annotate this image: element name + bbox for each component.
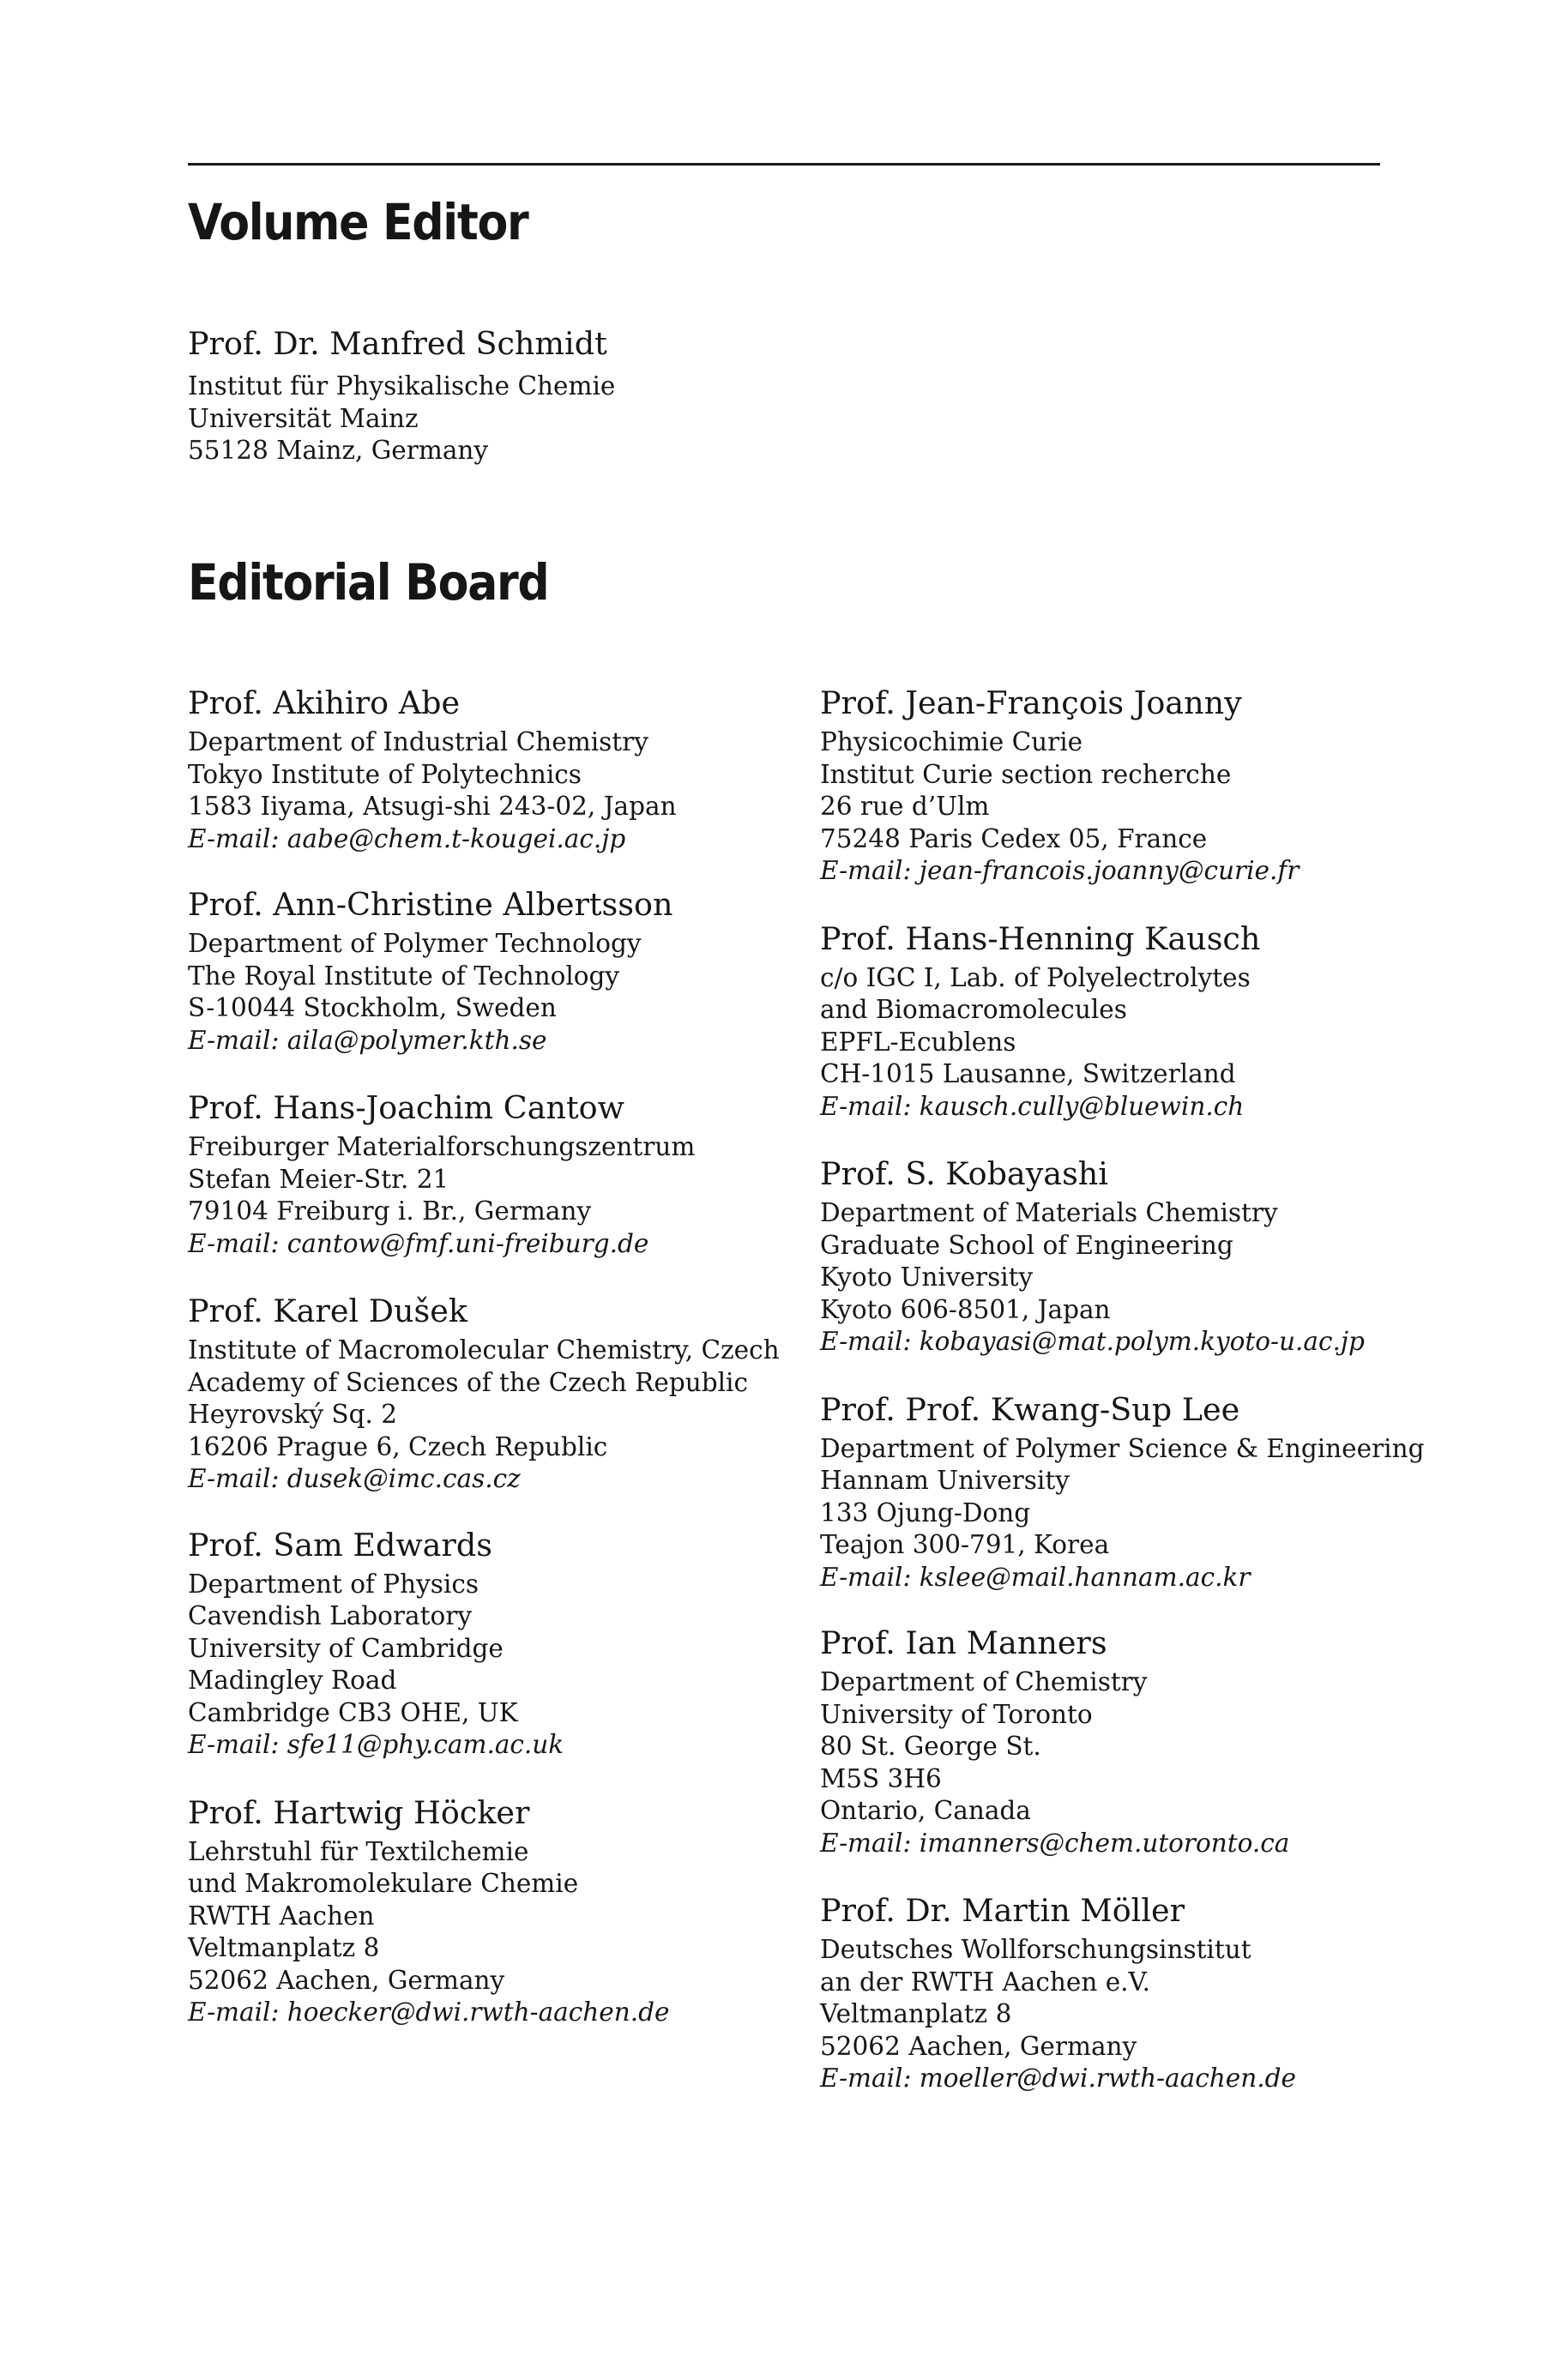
email-line: E-mail: kobayasi@mat.polym.kyoto-u.ac.jp <box>820 1327 1365 1356</box>
person-name: Prof. Dr. Martin Möller <box>820 1892 1185 1929</box>
address-line: CH-1015 Lausanne, Switzerland <box>820 1059 1236 1088</box>
address-line: Ontario, Canada <box>820 1796 1031 1825</box>
board-member-entry <box>820 919 1472 1124</box>
board-member-entry <box>188 1793 840 2029</box>
address-line: Cavendish Laboratory <box>188 1601 473 1630</box>
address-line: Department of Industrial Chemistry <box>188 727 648 756</box>
person-name: Prof. Hartwig Höcker <box>188 1793 530 1831</box>
address-line: University of Cambridge <box>188 1633 504 1663</box>
email-line: E-mail: jean-francois.joanny@curie.fr <box>820 856 1300 885</box>
person-name: Prof. Prof. Kwang-Sup Lee <box>820 1390 1240 1428</box>
address-line: 55128 Mainz, Germany <box>188 436 489 465</box>
address-line: Physicochimie Curie <box>820 727 1083 756</box>
board-member-entry <box>820 1390 1472 1594</box>
volume-editor-heading: Volume Editor <box>188 193 528 251</box>
address-line: 133 Ojung-Dong <box>820 1497 1031 1527</box>
address-line: EPFL-Ecublens <box>820 1027 1016 1057</box>
address-line: The Royal Institute of Technology <box>188 961 620 991</box>
board-left-column <box>188 686 840 2029</box>
address-line: Madingley Road <box>188 1666 397 1695</box>
address-line: 26 rue d’Ulm <box>820 792 990 821</box>
address-line: Veltmanplatz 8 <box>188 1933 380 1962</box>
person-name: Prof. Hans-Henning Kausch <box>820 919 1261 957</box>
address-line: Stefan Meier-Str. 21 <box>188 1164 449 1194</box>
address-line: Institut Curie section recherche <box>820 759 1232 789</box>
address-line: Department of Materials Chemistry <box>820 1198 1278 1227</box>
person-name: Prof. Jean-François Joanny <box>820 684 1242 721</box>
email-line: E-mail: dusek@imc.cas.cz <box>188 1464 521 1493</box>
email-line: E-mail: sfe11@phy.cam.ac.uk <box>188 1730 564 1759</box>
person-name: Prof. Dr. Manfred Schmidt <box>188 325 607 362</box>
address-line: Department of Physics <box>188 1569 479 1599</box>
address-line: 16206 Prague 6, Czech Republic <box>188 1431 608 1461</box>
address-line: Hannam University <box>820 1466 1070 1495</box>
address-line: Veltmanplatz 8 <box>820 1999 1012 2028</box>
board-member-entry <box>820 1894 1472 2095</box>
email-line: E-mail: moeller@dwi.rwth-aachen.de <box>820 2064 1296 2093</box>
address-line: 80 St. George St. <box>820 1732 1041 1761</box>
address-line: Institut für Physikalische Chemie <box>188 371 616 401</box>
email-line: E-mail: aila@polymer.kth.se <box>188 1025 547 1055</box>
address-line: 1583 Iiyama, Atsugi-shi 243-02, Japan <box>188 792 677 821</box>
board-member-entry <box>188 1528 840 1762</box>
top-rule <box>188 163 1380 166</box>
volume-editor-entry <box>188 327 615 467</box>
person-name: Prof. S. Kobayashi <box>820 1155 1108 1192</box>
address-line: University of Toronto <box>820 1699 1093 1729</box>
address-line: Academy of Sciences of the Czech Republic <box>188 1367 748 1397</box>
address-line: Cambridge CB3 OHE, UK <box>188 1697 518 1727</box>
address-line: an der RWTH Aachen e.V. <box>820 1967 1151 1997</box>
address-line: Tokyo Institute of Polytechnics <box>188 759 582 789</box>
address-line: Department of Polymer Science & Engineering <box>820 1433 1425 1463</box>
address-line: Teajon 300-791, Korea <box>820 1530 1110 1559</box>
email-line: E-mail: cantow@fmf.uni-freiburg.de <box>188 1228 649 1258</box>
board-member-entry <box>820 1157 1472 1359</box>
address-line: Kyoto 606-8501, Japan <box>820 1294 1111 1324</box>
address-line: Institute of Macromolecular Chemistry, Czech <box>188 1335 780 1365</box>
person-name: Prof. Ian Manners <box>820 1624 1107 1661</box>
board-member-entry <box>188 686 840 855</box>
board-member-entry <box>188 1091 840 1260</box>
email-line: E-mail: imanners@chem.utoronto.ca <box>820 1828 1290 1858</box>
address-line: 79104 Freiburg i. Br., Germany <box>188 1196 592 1226</box>
email-line: E-mail: kslee@mail.hannam.ac.kr <box>820 1562 1251 1592</box>
person-name: Prof. Hans-Joachim Cantow <box>188 1089 624 1126</box>
address-line: Kyoto University <box>820 1262 1034 1292</box>
address-line: Department of Chemistry <box>820 1667 1148 1696</box>
email-line: E-mail: hoecker@dwi.rwth-aachen.de <box>188 1997 670 2027</box>
board-right-column <box>820 686 1472 2095</box>
address-line: Graduate School of Engineering <box>820 1230 1233 1260</box>
address-line: Deutsches Wollforschungsinstitut <box>820 1935 1251 1964</box>
person-name: Prof. Sam Edwards <box>188 1526 492 1564</box>
address-line: and Biomacromolecules <box>820 995 1127 1024</box>
board-member-entry <box>820 1626 1472 1859</box>
address-line: 52062 Aachen, Germany <box>188 1965 505 1995</box>
address-line: Lehrstuhl für Textilchemie <box>188 1836 529 1866</box>
address-line: Universität Mainz <box>188 403 419 433</box>
board-member-entry <box>820 686 1472 888</box>
address-line: 75248 Paris Cedex 05, France <box>820 823 1208 853</box>
address-line: RWTH Aachen <box>188 1901 375 1931</box>
address-line: M5S 3H6 <box>820 1763 942 1793</box>
address-line: Heyrovský Sq. 2 <box>188 1400 398 1429</box>
address-line: 52062 Aachen, Germany <box>820 2031 1137 2061</box>
board-member-entry <box>188 1294 840 1496</box>
editorial-board-heading: Editorial Board <box>188 553 549 612</box>
person-name: Prof. Karel Dušek <box>188 1292 467 1329</box>
email-line: E-mail: aabe@chem.t-kougei.ac.jp <box>188 823 626 853</box>
person-name: Prof. Akihiro Abe <box>188 684 461 721</box>
address-line: S-10044 Stockholm, Sweden <box>188 993 557 1022</box>
address-line: c/o IGC I, Lab. of Polyelectrolytes <box>820 962 1251 992</box>
address-line: Freiburger Materialforschungszentrum <box>188 1132 696 1161</box>
email-line: E-mail: kausch.cully@bluewin.ch <box>820 1091 1245 1121</box>
address-line: und Makromolekulare Chemie <box>188 1869 579 1898</box>
person-name: Prof. Ann-Christine Albertsson <box>188 886 673 923</box>
address-line: Department of Polymer Technology <box>188 929 642 958</box>
board-member-entry <box>188 888 840 1057</box>
